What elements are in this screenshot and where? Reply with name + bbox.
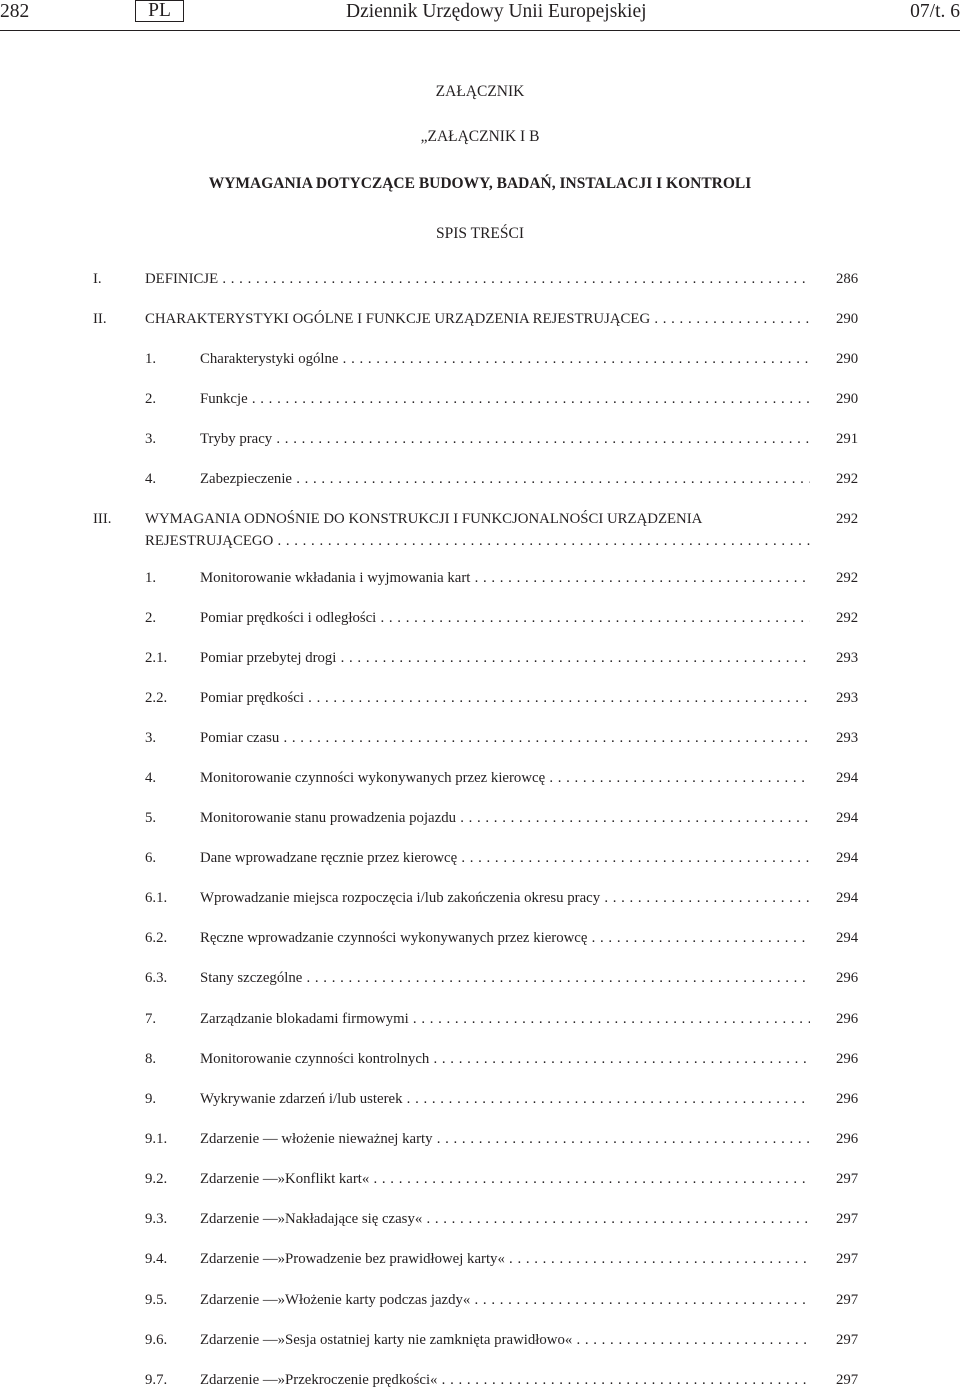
toc-entry-label: Wykrywanie zdarzeń i/lub usterek . . . [200, 1088, 810, 1110]
toc-entry-page: 294 [836, 810, 859, 826]
toc-entry-page: 294 [836, 770, 859, 786]
toc-entry-label: Pomiar prędkości . . . [200, 687, 810, 709]
annex-heading: ZAŁĄCZNIK [435, 83, 525, 100]
toc-entry-page: 294 [836, 850, 859, 866]
toc-entry[interactable] [0, 1248, 960, 1270]
toc-entry-label: Dane wprowadzane ręcznie przez kierowcę . . . [200, 847, 810, 869]
toc-entry-page: 297 [836, 1292, 859, 1308]
toc-entry-label: Charakterystyki ogólne . . . [200, 348, 810, 370]
toc-entry[interactable] [0, 1369, 960, 1391]
page-number: 282 [0, 1, 30, 22]
toc-entry[interactable] [0, 767, 960, 789]
toc-entry[interactable] [0, 1208, 960, 1230]
toc-entry-page: 292 [836, 511, 859, 527]
toc-entry-number: 6. [145, 850, 157, 866]
toc-entry-label: Zabezpieczenie . . . [200, 468, 810, 490]
toc-entry-label: Zdarzenie —»Przekroczenie prędkości« . . . [200, 1369, 810, 1391]
toc-entry[interactable] [0, 887, 960, 909]
toc-entry[interactable] [0, 607, 960, 629]
main-title: WYMAGANIA DOTYCZĄCE BUDOWY, BADAŃ, INSTALACJI I KONTROLI [208, 175, 752, 192]
toc-entry-label-line2: REJESTRUJĄCEGO . . . [145, 530, 810, 552]
toc-entry-page: 293 [836, 730, 859, 746]
toc-entry[interactable] [0, 308, 960, 330]
toc-entry-number: I. [93, 271, 102, 287]
toc-entry[interactable] [0, 508, 960, 552]
toc-entry-page: 297 [836, 1251, 859, 1267]
toc-entry-page: 290 [836, 351, 859, 367]
toc-entry-page: 292 [836, 471, 859, 487]
toc-entry-label: Monitorowanie stanu prowadzenia pojazdu . . . [200, 807, 810, 829]
toc-entry-page: 296 [836, 1051, 859, 1067]
toc-entry[interactable] [0, 1168, 960, 1190]
toc-entry[interactable] [0, 1088, 960, 1110]
toc-entry-number: 9.7. [145, 1372, 168, 1388]
toc-entry[interactable] [0, 927, 960, 949]
toc-entry-page: 291 [836, 431, 859, 447]
toc-entry-number: 6.2. [145, 930, 168, 946]
toc-entry-page: 296 [836, 1091, 859, 1107]
language-code: PL [135, 0, 184, 22]
toc-entry-label: Ręczne wprowadzanie czynności wykonywanych przez kierowcę . . . [200, 927, 810, 949]
toc-entry-number: 6.1. [145, 890, 168, 906]
toc-entry-number: 3. [145, 730, 157, 746]
toc-entry-number: 9.5. [145, 1292, 168, 1308]
toc-title: SPIS TREŚCI [435, 225, 524, 242]
toc-entry-label: Funkcje . . . [200, 388, 810, 410]
toc-entry-label: Zarządzanie blokadami firmowymi . . . [200, 1008, 810, 1030]
toc-entry[interactable] [0, 687, 960, 709]
toc-entry-number: 9.1. [145, 1131, 168, 1147]
toc-entry-number: 9.4. [145, 1251, 168, 1267]
toc-entry-number: 9. [145, 1091, 157, 1107]
toc-entry[interactable] [0, 428, 960, 450]
journal-title: Dziennik Urzędowy Unii Europejskiej [346, 1, 647, 22]
toc-entry-label: Zdarzenie — włożenie nieważnej karty . . . [200, 1128, 810, 1150]
toc-entry-number: 4. [145, 770, 157, 786]
toc-entry-label: Wprowadzanie miejsca rozpoczęcia i/lub zakończenia okresu pracy . . . [200, 887, 810, 909]
toc-entry-number: 3. [145, 431, 157, 447]
toc-entry-number: 5. [145, 810, 157, 826]
toc-entry[interactable] [0, 348, 960, 370]
toc-entry-number: 8. [145, 1051, 157, 1067]
toc-entry[interactable] [0, 727, 960, 749]
toc-entry-label: Pomiar prędkości i odległości . . . [200, 607, 810, 629]
toc-entry-page: 296 [836, 1131, 859, 1147]
toc-entry[interactable] [0, 847, 960, 869]
toc-entry-page: 294 [836, 930, 859, 946]
toc-entry-number: 1. [145, 570, 157, 586]
toc-entry-page: 286 [836, 271, 859, 287]
toc-entry[interactable] [0, 647, 960, 669]
toc-entry-label: Zdarzenie —»Konflikt kart« . . . [200, 1168, 810, 1190]
toc-entry-page: 293 [836, 650, 859, 666]
toc-entry-page: 296 [836, 1011, 859, 1027]
toc-entry-label: DEFINICJE . . . [145, 268, 810, 290]
toc-entry-label: Zdarzenie —»Włożenie karty podczas jazdy« . . . [200, 1289, 810, 1311]
toc-entry[interactable] [0, 807, 960, 829]
toc-entry-page: 296 [836, 970, 859, 986]
toc-entry-label: Monitorowanie czynności wykonywanych przez kierowcę . . . [200, 767, 810, 789]
toc-entry-number: 4. [145, 471, 157, 487]
toc-entry-number: 2. [145, 391, 157, 407]
toc-entry-label: Zdarzenie —»Prowadzenie bez prawidłowej karty« . . . [200, 1248, 810, 1270]
toc-entry-page: 290 [836, 311, 859, 327]
toc-entry-page: 297 [836, 1332, 859, 1348]
annex-subheading: „ZAŁĄCZNIK I B [420, 128, 540, 145]
toc-entry-number: II. [93, 311, 107, 327]
toc-entry-label-line1: WYMAGANIA ODNOŚNIE DO KONSTRUKCJI I FUNKCJONALNOŚCI URZĄDZENIA [145, 511, 703, 527]
toc-entry-number: 2.1. [145, 650, 168, 666]
toc-entry-number: 9.6. [145, 1332, 168, 1348]
toc-entry-label: Tryby pracy . . . [200, 428, 810, 450]
toc-entry-number: 6.3. [145, 970, 168, 986]
toc-entry[interactable] [0, 1128, 960, 1150]
toc-entry-number: 2.2. [145, 690, 168, 706]
toc-entry[interactable] [0, 1048, 960, 1070]
toc-entry-label: Zdarzenie —»Sesja ostatniej karty nie zamknięta prawidłowo« . . . [200, 1329, 810, 1351]
toc-entry[interactable] [0, 268, 960, 290]
toc-entry-label: Pomiar czasu . . . [200, 727, 810, 749]
toc-entry-label: Monitorowanie czynności kontrolnych . . . [200, 1048, 810, 1070]
toc-entry[interactable] [0, 468, 960, 490]
toc-entry-page: 297 [836, 1372, 859, 1388]
toc-entry-page: 297 [836, 1211, 859, 1227]
toc-entry-number: 1. [145, 351, 157, 367]
toc-entry-page: 292 [836, 570, 859, 586]
toc-entry[interactable] [0, 567, 960, 589]
toc-entry-page: 292 [836, 610, 859, 626]
toc-entry[interactable] [0, 1289, 960, 1311]
page-header [0, 0, 960, 31]
toc-entry-label: CHARAKTERYSTYKI OGÓLNE I FUNKCJE URZĄDZENIA REJESTRUJĄCEG . . . [145, 308, 810, 330]
toc-entry-page: 293 [836, 690, 859, 706]
toc-entry[interactable] [0, 1329, 960, 1351]
toc-entry-page: 294 [836, 890, 859, 906]
toc-entry-label: Zdarzenie —»Nakładające się czasy« . . . [200, 1208, 810, 1230]
issue-number: 07/t. 6 [910, 1, 960, 22]
toc-entry-page: 290 [836, 391, 859, 407]
toc-entry-number: 9.2. [145, 1171, 168, 1187]
toc-entry-label: Stany szczególne . . . [200, 967, 810, 989]
toc-entry[interactable] [0, 967, 960, 989]
toc-entry-number: 2. [145, 610, 157, 626]
toc-entry-page: 297 [836, 1171, 859, 1187]
toc-entry-label: Monitorowanie wkładania i wyjmowania kart . . . [200, 567, 810, 589]
toc-entry-label: Pomiar przebytej drogi . . . [200, 647, 810, 669]
toc-entry-number: 9.3. [145, 1211, 168, 1227]
toc-entry[interactable] [0, 388, 960, 410]
toc-entry[interactable] [0, 1008, 960, 1030]
toc-entry-number: 7. [145, 1011, 157, 1027]
toc-entry-number: III. [93, 511, 112, 527]
